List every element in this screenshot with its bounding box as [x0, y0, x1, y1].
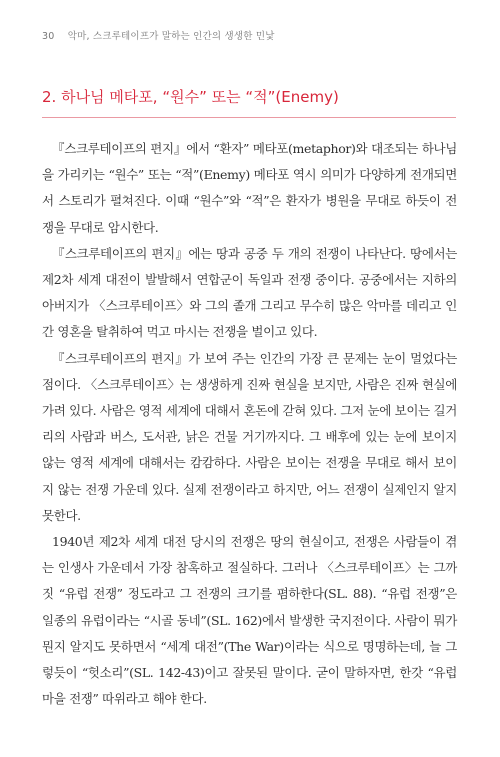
paragraph: 『스크루테이프의 편지』에서 “환자” 메타포(metaphor)와 대조되는 하나님을 가리키는 “원수” 또는 “적”(Enemy) 메타포 역시 의미가 다양하게 전개되면서 스토리가 펼쳐진다. 이때 “원수”와 “적”은 환자가 병원을 무대로 하듯이 전쟁을 무대로 암시한다.	[42, 141, 457, 235]
paragraph: 『스크루테이프의 편지』에는 땅과 공중 두 개의 전쟁이 나타난다. 땅에서는 제2차 세계 대전이 발발해서 연합군이 독일과 전쟁 중이다. 공중에서는 지하의 아버지가 〈스크루테이프〉와 그의 졸개 그리고 무수히 많은 악마를 데리고 인간 영혼을 탈취하여 먹고 마시는 전쟁을 벌이고 있다.	[42, 245, 457, 340]
section-heading: 2. 하나님 메타포, “원수” 또는 “적”(Enemy)	[42, 88, 339, 106]
running-head	[42, 28, 275, 42]
body-text	[42, 136, 457, 712]
page-number: 30	[42, 31, 55, 42]
running-head-title: 악마, 스크루테이프가 말하는 인간의 생생한 민낯	[67, 31, 275, 42]
heading-underline	[42, 117, 456, 118]
paragraph: 『스크루테이프의 편지』가 보여 주는 인간의 가장 큰 문제는 눈이 멀었다는 점이다. 〈스크루테이프〉는 생생하게 진짜 현실을 보지만, 사람은 진짜 현실에 가려 있다. 사람은 영적 세계에 대해서 혼돈에 갇혀 있다. 그저 눈에 보이는 길거리의 사람과 버스, 도서관, 낡은 건물 거기까지다. 그 배후에 있는 눈에 보이지 않는 영적 세계에 대해서는 캄캄하다. 사람은 보이는 전쟁을 무대로 해서 보이지 않는 전쟁 가운데 있다. 실제 전쟁이라고 하지만, 어느 전쟁이 실제인지 알지 못한다.	[42, 350, 457, 523]
paragraph: 1940년 제2차 세계 대전 당시의 전쟁은 땅의 현실이고, 전쟁은 사람들이 겪는 인생사 가운데서 가장 참혹하고 절실하다. 그러나 〈스크루테이프〉는 그까짓 “유럽 전쟁” 정도라고 그 전쟁의 크기를 폄하한다(SL. 88). “유럽 전쟁”은 일종의 유럽이라는 “시골 동네”(SL. 162)에서 발생한 국지전이다. 사람이 뭐가 뭔지 알지도 못하면서 “세계 대전”(The War)이라는 식으로 명명하는데, 늘 그렇듯이 “헛소리”(SL. 142-43)이고 잘못된 말이다. 굳이 말하자면, 한갓 “유럽 마을 전쟁” 따위라고 해야 한다.	[42, 534, 457, 707]
